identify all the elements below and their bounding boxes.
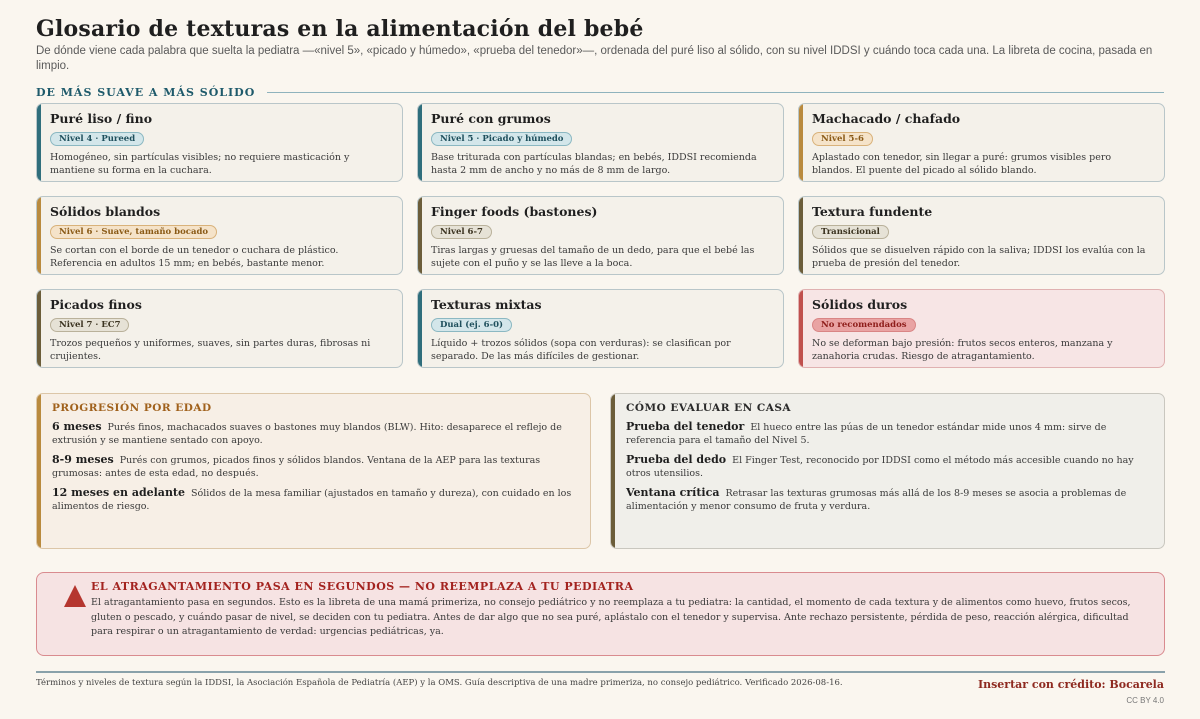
item-term: Ventana crítica: [626, 486, 720, 499]
item-text: El hueco entre las púas de un tenedor estándar mide unos 4 mm: sirve de referencia para el tamaño del Nivel 5.: [626, 422, 1107, 446]
warning-body: El atragantamiento pasa en segundos. Esto es la libreta de una mamá primeriza, no consejo pediátrico y no reemplaza a tu pediatra: la cantidad, el momento de cada textura y de alimentos como huevo, frutos secos, gluten o pescado, y cuándo pasar de nivel, se deciden con tu pediatra. Antes de dar algo que no sea puré, aplástalo con el tenedor y supervisa. Ante rechazo persistente, pérdida de peso, reacción alérgica, dificultad para respirar o un atragantamiento de verdad: urgencias pediátricas, ya.: [91, 597, 1131, 637]
level-badge: No recomendados: [812, 318, 916, 332]
level-badge: Nivel 6 · Suave, tamaño bocado: [50, 225, 217, 239]
texture-card: [417, 289, 784, 368]
page-subtitle: De dónde viene cada palabra que suelta la pediatra —«nivel 5», «picado y húmedo», «prueba del tenedor»—, ordenada del puré liso al sólido, con su nivel IDDSI y cuándo toca cada una. La libreta de cocina, pasada en limpio.: [36, 45, 1153, 72]
card-title: Picados finos: [50, 297, 142, 312]
level-badge: Transicional: [812, 225, 889, 239]
panel-item: [52, 420, 576, 447]
card-title: Texturas mixtas: [431, 297, 542, 312]
card-title: Puré con grumos: [431, 111, 551, 126]
card-description: Homogéneo, sin partículas visibles; no requiere masticación y mantiene su forma en la cuchara.: [50, 152, 350, 176]
item-text: Retrasar las texturas grumosas más allá de los 8-9 meses se asocia a problemas de alimentación y menor consumo de fruta y verdura.: [626, 488, 1127, 512]
warning-icon: [64, 585, 86, 607]
card-title: Sólidos duros: [812, 297, 908, 312]
card-description: No se deforman bajo presión: frutos secos enteros, manzana y zanahoria crudas. Riesgo de atragantamiento.: [812, 338, 1113, 362]
item-term: 6 meses: [52, 420, 102, 433]
item-text: Purés finos, machacados suaves o bastones muy blandos (BLW). Hito: desaparece el reflejo de extrusión y se mantiene sentado con apoyo.: [52, 422, 562, 446]
texture-card: [36, 196, 403, 275]
item-term: 8-9 meses: [52, 453, 114, 466]
section-heading: [36, 86, 1164, 99]
texture-card: [417, 196, 784, 275]
panel-title: PROGRESIÓN POR EDAD: [52, 402, 212, 414]
header: [36, 16, 1166, 74]
card-description: Sólidos que se disuelven rápido con la saliva; IDDSI los evalúa con la prueba de presión del tenedor.: [812, 245, 1146, 269]
panel-item: [52, 453, 576, 480]
choking-warning: [36, 572, 1165, 656]
home-evaluation-panel: [610, 393, 1165, 549]
texture-card: [798, 289, 1165, 368]
card-title: Finger foods (bastones): [431, 204, 598, 219]
item-term: 12 meses en adelante: [52, 486, 186, 499]
texture-card: [36, 289, 403, 368]
item-text: El Finger Test, reconocido por IDDSI como el método más accesible cuando no hay otros utensilios.: [626, 455, 1134, 479]
texture-cards-grid: [36, 103, 1165, 368]
item-text: Purés con grumos, picados finos y sólidos blandos. Ventana de la AEP para las texturas grumosas: antes de esta edad, no después.: [52, 455, 541, 479]
footer-sources: Términos y niveles de textura según la IDDSI, la Asociación Española de Pediatría (AEP) y la OMS. Guía descriptiva de una madre primeriza, no consejo pediátrico. Verificado 2026-08-16.: [36, 678, 843, 688]
card-title: Sólidos blandos: [50, 204, 161, 219]
texture-card: [798, 196, 1165, 275]
panel-item: [626, 420, 1150, 447]
texture-card: [417, 103, 784, 182]
item-text: Sólidos de la mesa familiar (ajustados en tamaño y dureza), con cuidado en los alimentos de riesgo.: [52, 488, 572, 512]
card-description: Tiras largas y gruesas del tamaño de un dedo, para que el bebé las sujete con el puño y se las lleve a la boca.: [431, 245, 755, 269]
footer-divider: [36, 671, 1165, 673]
level-badge: Nivel 4 · Pureed: [50, 132, 144, 146]
panel-title: CÓMO EVALUAR EN CASA: [626, 402, 792, 414]
card-title: Textura fundente: [812, 204, 933, 219]
level-badge: Nivel 6-7: [431, 225, 492, 239]
section-title: DE MÁS SUAVE A MÁS SÓLIDO: [36, 86, 256, 99]
card-title: Machacado / chafado: [812, 111, 961, 126]
age-progression-panel: [36, 393, 591, 549]
card-description: Trozos pequeños y uniformes, suaves, sin partes duras, fibrosas ni crujientes.: [50, 338, 371, 362]
card-description: Aplastado con tenedor, sin llegar a puré: grumos visibles pero blandos. El puente del picado al sólido blando.: [812, 152, 1112, 176]
level-badge: Nivel 7 · EC7: [50, 318, 129, 332]
item-term: Prueba del tenedor: [626, 420, 745, 433]
license-label: CC BY 4.0: [1126, 696, 1164, 705]
panel-item: [626, 486, 1150, 513]
card-title: Puré liso / fino: [50, 111, 153, 126]
card-description: Líquido + trozos sólidos (sopa con verduras): se clasifican por separado. De las más difíciles de gestionar.: [431, 338, 731, 362]
panel-item: [626, 453, 1150, 480]
section-divider: [267, 92, 1164, 93]
level-badge: Nivel 5 · Picado y húmedo: [431, 132, 572, 146]
panel-item: [52, 486, 576, 513]
card-description: Se cortan con el borde de un tenedor o cuchara de plástico. Referencia en adultos 15 mm; en bebés, bastante menor.: [50, 245, 339, 269]
level-badge: Dual (ej. 6-0): [431, 318, 512, 332]
warning-title: EL ATRAGANTAMIENTO PASA EN SEGUNDOS — NO REEMPLAZA A TU PEDIATRA: [91, 580, 634, 593]
level-badge: Nivel 5-6: [812, 132, 873, 146]
texture-card: [798, 103, 1165, 182]
credit-line: Insertar con crédito: Bocarela: [977, 678, 1164, 691]
page-title: Glosario de texturas en la alimentación del bebé: [36, 16, 644, 42]
item-term: Prueba del dedo: [626, 453, 727, 466]
card-description: Base triturada con partículas blandas; en bebés, IDDSI recomienda hasta 2 mm de ancho y no más de 8 mm de largo.: [431, 152, 757, 176]
texture-card: [36, 103, 403, 182]
